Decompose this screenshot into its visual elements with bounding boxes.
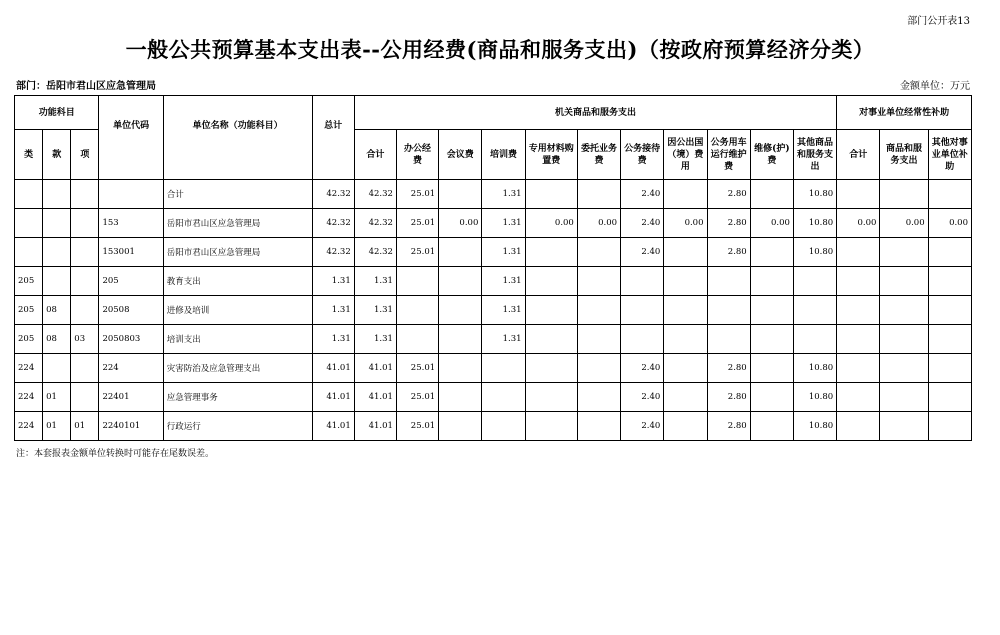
cell-xiang	[71, 267, 99, 296]
cell-amount: 0.00	[928, 209, 971, 238]
cell-amount	[396, 325, 438, 354]
cell-amount	[750, 412, 793, 441]
cell-amount	[664, 238, 707, 267]
cell-kuan	[43, 267, 71, 296]
cell-unit-code: 20508	[99, 296, 163, 325]
cell-amount	[525, 325, 577, 354]
cell-amount: 1.31	[354, 325, 396, 354]
cell-amount	[928, 325, 971, 354]
header-xiang: 项	[71, 130, 99, 180]
cell-amount	[577, 267, 620, 296]
header-kuan: 款	[43, 130, 71, 180]
cell-amount	[928, 383, 971, 412]
cell-amount	[664, 267, 707, 296]
table-row	[15, 325, 972, 354]
budget-table	[14, 95, 972, 441]
cell-xiang	[71, 180, 99, 209]
cell-amount	[396, 267, 438, 296]
cell-unit-code: 2240101	[99, 412, 163, 441]
cell-amount: 0.00	[577, 209, 620, 238]
cell-amount	[577, 412, 620, 441]
cell-unit-code	[99, 180, 163, 209]
cell-amount	[577, 238, 620, 267]
cell-amount	[928, 238, 971, 267]
cell-amount	[880, 325, 928, 354]
header-col: 公务用车运行维护费	[707, 130, 750, 180]
cell-amount: 1.31	[482, 238, 525, 267]
cell-amount: 1.31	[354, 296, 396, 325]
cell-amount: 42.32	[354, 180, 396, 209]
cell-amount	[928, 296, 971, 325]
cell-amount: 2.40	[621, 238, 664, 267]
cell-amount	[880, 267, 928, 296]
cell-amount: 42.32	[354, 238, 396, 267]
cell-kuan: 08	[43, 325, 71, 354]
department-label: 部门：岳阳市君山区应急管理局	[16, 81, 156, 92]
header-unit-name: 单位名称（功能科目）	[163, 96, 312, 180]
table-row	[15, 238, 972, 267]
cell-amount	[880, 354, 928, 383]
cell-amount	[525, 354, 577, 383]
cell-kuan	[43, 180, 71, 209]
cell-amount: 2.80	[707, 354, 750, 383]
header-col: 委托业务费	[577, 130, 620, 180]
header-col: 其他商品和服务支出	[793, 130, 836, 180]
amount-unit-label: 金额单位：万元	[900, 81, 970, 92]
cell-xiang	[71, 354, 99, 383]
cell-amount: 25.01	[396, 180, 438, 209]
cell-amount	[837, 180, 880, 209]
header-func-subject: 功能科目	[15, 96, 99, 130]
cell-amount: 1.31	[482, 325, 525, 354]
cell-amount: 0.00	[525, 209, 577, 238]
cell-total: 1.31	[312, 325, 354, 354]
header-unit-code: 单位代码	[99, 96, 163, 180]
cell-amount	[439, 412, 482, 441]
cell-amount	[482, 354, 525, 383]
cell-amount	[928, 180, 971, 209]
cell-kuan	[43, 354, 71, 383]
cell-amount	[525, 267, 577, 296]
cell-lei: 224	[15, 412, 43, 441]
cell-amount	[793, 267, 836, 296]
cell-amount	[837, 238, 880, 267]
cell-total: 41.01	[312, 412, 354, 441]
cell-kuan: 01	[43, 412, 71, 441]
cell-kuan: 08	[43, 296, 71, 325]
cell-amount: 25.01	[396, 354, 438, 383]
cell-amount	[439, 325, 482, 354]
cell-amount: 2.80	[707, 180, 750, 209]
cell-amount: 41.01	[354, 412, 396, 441]
cell-total: 42.32	[312, 238, 354, 267]
cell-amount	[750, 354, 793, 383]
cell-amount	[439, 296, 482, 325]
table-row	[15, 180, 972, 209]
cell-amount	[837, 383, 880, 412]
cell-amount	[525, 296, 577, 325]
cell-amount: 2.40	[621, 383, 664, 412]
cell-amount	[837, 354, 880, 383]
table-row	[15, 267, 972, 296]
cell-amount: 2.80	[707, 383, 750, 412]
cell-amount	[525, 412, 577, 441]
cell-amount	[396, 296, 438, 325]
cell-amount	[525, 180, 577, 209]
header-total: 总计	[312, 96, 354, 180]
cell-amount: 25.01	[396, 383, 438, 412]
header-col: 合计	[354, 130, 396, 180]
cell-amount	[621, 296, 664, 325]
cell-amount	[837, 296, 880, 325]
cell-amount	[837, 412, 880, 441]
cell-kuan	[43, 209, 71, 238]
cell-amount	[880, 412, 928, 441]
header-col: 其他对事业单位补助	[928, 130, 971, 180]
header-group-organ: 机关商品和服务支出	[354, 96, 836, 130]
cell-amount	[439, 354, 482, 383]
cell-amount: 41.01	[354, 383, 396, 412]
cell-amount: 2.40	[621, 180, 664, 209]
cell-total: 41.01	[312, 354, 354, 383]
cell-amount: 25.01	[396, 209, 438, 238]
cell-amount	[577, 325, 620, 354]
cell-amount	[664, 180, 707, 209]
cell-amount	[750, 325, 793, 354]
cell-total: 1.31	[312, 296, 354, 325]
cell-amount: 10.80	[793, 354, 836, 383]
cell-amount	[928, 412, 971, 441]
header-col: 合计	[837, 130, 880, 180]
cell-amount: 1.31	[482, 209, 525, 238]
cell-unit-code: 153001	[99, 238, 163, 267]
cell-xiang	[71, 296, 99, 325]
cell-amount	[664, 383, 707, 412]
cell-unit-code: 224	[99, 354, 163, 383]
header-col: 办公经费	[396, 130, 438, 180]
table-row	[15, 209, 972, 238]
cell-amount	[577, 354, 620, 383]
cell-amount	[525, 383, 577, 412]
cell-amount	[750, 180, 793, 209]
cell-unit-name: 应急管理事务	[163, 383, 312, 412]
cell-amount	[793, 325, 836, 354]
cell-lei: 205	[15, 325, 43, 354]
cell-amount	[750, 383, 793, 412]
cell-unit-name: 灾害防治及应急管理支出	[163, 354, 312, 383]
cell-amount	[621, 267, 664, 296]
cell-amount	[707, 325, 750, 354]
cell-amount: 1.31	[482, 296, 525, 325]
cell-amount: 2.80	[707, 209, 750, 238]
cell-xiang	[71, 209, 99, 238]
cell-amount	[621, 325, 664, 354]
cell-unit-name: 合计	[163, 180, 312, 209]
header-col: 公务接待费	[621, 130, 664, 180]
cell-amount: 0.00	[439, 209, 482, 238]
table-row	[15, 296, 972, 325]
cell-kuan	[43, 238, 71, 267]
cell-unit-code: 205	[99, 267, 163, 296]
header-col: 培训费	[482, 130, 525, 180]
cell-amount	[928, 354, 971, 383]
cell-xiang	[71, 383, 99, 412]
table-row	[15, 383, 972, 412]
header-col: 会议费	[439, 130, 482, 180]
cell-amount	[837, 325, 880, 354]
cell-lei	[15, 238, 43, 267]
header-col: 因公出国（境）费用	[664, 130, 707, 180]
cell-amount: 1.31	[482, 180, 525, 209]
cell-unit-name: 进修及培训	[163, 296, 312, 325]
cell-amount	[577, 383, 620, 412]
cell-kuan: 01	[43, 383, 71, 412]
cell-amount: 0.00	[837, 209, 880, 238]
cell-amount: 0.00	[750, 209, 793, 238]
cell-amount: 2.40	[621, 354, 664, 383]
cell-xiang	[71, 238, 99, 267]
cell-total: 1.31	[312, 267, 354, 296]
cell-amount: 1.31	[354, 267, 396, 296]
cell-unit-code: 153	[99, 209, 163, 238]
cell-amount	[928, 267, 971, 296]
cell-amount: 25.01	[396, 412, 438, 441]
cell-amount	[439, 180, 482, 209]
cell-amount	[707, 267, 750, 296]
cell-amount: 2.80	[707, 412, 750, 441]
cell-amount	[750, 238, 793, 267]
cell-amount: 0.00	[880, 209, 928, 238]
cell-unit-name: 教育支出	[163, 267, 312, 296]
cell-amount	[793, 296, 836, 325]
cell-amount: 10.80	[793, 180, 836, 209]
cell-lei: 205	[15, 267, 43, 296]
page-title: 一般公共预算基本支出表--公用经费(商品和服务支出)（按政府预算经济分类）	[125, 37, 875, 62]
form-number: 部门公开表13	[907, 16, 970, 27]
cell-xiang: 03	[71, 325, 99, 354]
header-group-subsidy: 对事业单位经常性补助	[837, 96, 972, 130]
cell-amount	[577, 180, 620, 209]
cell-lei: 224	[15, 354, 43, 383]
cell-unit-code: 22401	[99, 383, 163, 412]
cell-amount	[664, 296, 707, 325]
cell-amount	[482, 383, 525, 412]
cell-amount	[525, 238, 577, 267]
header-lei: 类	[15, 130, 43, 180]
cell-lei: 224	[15, 383, 43, 412]
cell-amount	[439, 238, 482, 267]
cell-amount: 2.80	[707, 238, 750, 267]
table-row	[15, 412, 972, 441]
header-col: 专用材料购置费	[525, 130, 577, 180]
cell-unit-name: 培训支出	[163, 325, 312, 354]
cell-amount	[482, 412, 525, 441]
cell-amount	[664, 325, 707, 354]
cell-amount	[577, 296, 620, 325]
cell-amount	[439, 267, 482, 296]
cell-amount	[664, 412, 707, 441]
cell-unit-code: 2050803	[99, 325, 163, 354]
cell-lei	[15, 209, 43, 238]
cell-amount: 0.00	[664, 209, 707, 238]
cell-amount	[439, 383, 482, 412]
cell-amount	[880, 180, 928, 209]
cell-amount: 2.40	[621, 412, 664, 441]
cell-total: 42.32	[312, 209, 354, 238]
cell-amount: 42.32	[354, 209, 396, 238]
cell-amount	[750, 296, 793, 325]
cell-amount	[664, 354, 707, 383]
cell-amount: 41.01	[354, 354, 396, 383]
cell-amount: 2.40	[621, 209, 664, 238]
cell-lei: 205	[15, 296, 43, 325]
cell-amount	[837, 267, 880, 296]
cell-amount: 10.80	[793, 209, 836, 238]
cell-lei	[15, 180, 43, 209]
cell-amount	[707, 296, 750, 325]
cell-amount: 10.80	[793, 383, 836, 412]
cell-amount	[750, 267, 793, 296]
footnote: 注：本套报表金额单位转换时可能存在尾数误差。	[16, 449, 215, 459]
table-row	[15, 354, 972, 383]
cell-amount	[880, 296, 928, 325]
cell-amount: 1.31	[482, 267, 525, 296]
header-col: 商品和服务支出	[880, 130, 928, 180]
header-col: 维修(护)费	[750, 130, 793, 180]
cell-amount: 10.80	[793, 412, 836, 441]
cell-amount	[880, 383, 928, 412]
cell-amount: 25.01	[396, 238, 438, 267]
cell-unit-name: 行政运行	[163, 412, 312, 441]
cell-unit-name: 岳阳市君山区应急管理局	[163, 209, 312, 238]
cell-total: 41.01	[312, 383, 354, 412]
cell-unit-name: 岳阳市君山区应急管理局	[163, 238, 312, 267]
cell-amount: 10.80	[793, 238, 836, 267]
cell-amount	[880, 238, 928, 267]
cell-xiang: 01	[71, 412, 99, 441]
cell-total: 42.32	[312, 180, 354, 209]
